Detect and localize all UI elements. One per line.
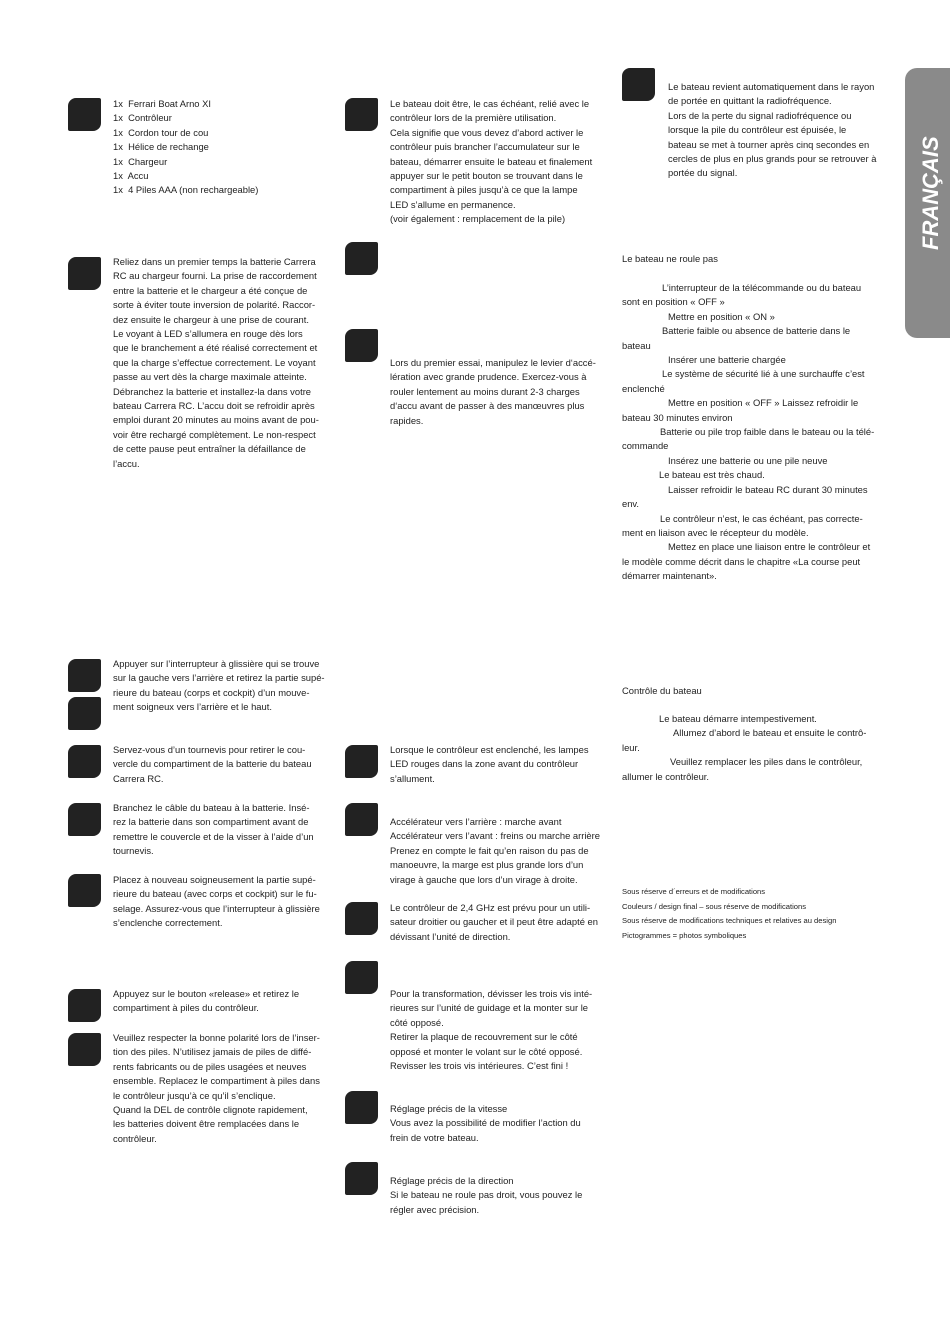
polarity-text: Veuillez respecter la bonne polarité lors de l’inser- tion des piles. N’utilisez jamais de piles de diffé- rents fabricants ou de piles usagées et neuves ensemble. Replacez le compartiment à piles dans le contrôleur jusqu’à ce qu’il s’enclique. Quand la DEL de contrôle clignote rapidement, les batteries doivent être remplacées dans le contrôleur. (113, 1032, 320, 1144)
step-marker (345, 745, 378, 778)
transformation-text: Pour la transformation, dévisser les trois vis inté- rieures sur l’unité de guidage et la monter sur le côté opposé. Retirer la plaque de recouvrement sur le côté opposé et monter le volant sur le côté opposé. Revisser les trois vis intérieures. C’est fini ! (390, 988, 593, 1072)
package-contents: 1x Ferrari Boat Arno XI 1x Contrôleur 1x Cordon tour de cou 1x Hélice de rechange 1x Chargeur 1x Accu 1x 4 Piles AAA (non rechargeable) (113, 98, 259, 196)
troubleshooting-list: L’interrupteur de la télécommande ou du bateau sont en position « OFF » Mettre en position « ON » Batterie faible ou absence de batterie dans le bateau Insérer une batterie chargée Le système de sécurité lié à une surchauffe c’est enclenché Mettre en position « OFF » Laissez refroidir le bateau 30 minutes environ Batterie ou pile trop faible dans le bateau ou la télé- commande Insérez une batterie ou une pile neuve Le bateau est très chaud. Laisser refroidir le bateau RC durant 30 minutes env. Le contrôleur n’est, le cas échéant, pas correcte- ment en liaison avec le récepteur du modèle. Mettez en place une liaison entre le contrôleur et le modèle comme décrit dans le chapitre «La course peut démarrer maintenant». (622, 282, 875, 582)
language-label: FRANÇAIS (918, 136, 943, 250)
step-marker (68, 257, 101, 290)
cable-text: Branchez le câble du bateau à la batterie. Insé- rez la batterie dans son compartiment avant de remettre le couvercle et de la visser à l’aide d’un tournevis. (113, 802, 314, 857)
step-marker (345, 1091, 378, 1124)
connect-text: Le bateau doit être, le cas échéant, relié avec le contrôleur lors de la première utilisation. Cela signifie que vous devez d’abord activer le contrôleur puis brancher l’accumulateur sur le bateau, démarrer ensuite le bateau et finalement appuyer sur le petit bouton se trouvant dans le compartiment à piles jusqu’à ce que la lampe LED s’allume en permanence. (voir également : remplacement de la pile) (390, 98, 593, 225)
range-text: Le bateau revient automatiquement dans le rayon de portée en quittant la radiofréquence. Lors de la perte du signal radiofréquence ou lorsque la pile du contrôleur est épuisée, le bateau se met à tourner après cinq secondes en cercles de plus en plus grands pour se retrouver à portée du signal. (668, 81, 877, 179)
step-marker (345, 803, 378, 836)
step-marker (345, 1162, 378, 1195)
step-marker (68, 98, 101, 131)
replace-body-text: Placez à nouveau soigneusement la partie supé- rieure du bateau (avec corps et cockpit) sur le fu- selage. Assurez-vous que l’interrupteur à glissière s’enclenche correctement. (113, 874, 320, 929)
step-marker (68, 659, 101, 692)
step-marker (345, 242, 378, 275)
steering-trim-text: Réglage précis de la direction Si le bateau ne roule pas droit, vous pouvez le régler avec précision. (390, 1175, 583, 1215)
step-marker (622, 68, 655, 101)
step-marker (68, 1033, 101, 1066)
first-trial-text: Lors du premier essai, manipulez le levier d‘accé- lération avec grande prudence. Exercez-vous à rouler lentement au moins durant 2-3 charges d‘accu avant de passer à des manœuvres plus rapides. (390, 357, 596, 426)
throttle-text: Accélérateur vers l’arrière : marche avant Accélérateur vers l’avant : freins ou marche arrière Prenez en compte le fait qu’en raison du pas de manoeuvre, la marge est plus grande lors d’un virage à gauche que lors d’un virage à droite. (390, 816, 600, 885)
step-marker (68, 697, 101, 730)
step-marker (345, 902, 378, 935)
legal-notes: Sous réserve d´erreurs et de modifications Couleurs / design final – sous réserve de modifications Sous réserve de modifications techniques et relatives au design Pictogrammes = photos symboliques (622, 887, 837, 940)
step-marker (345, 329, 378, 362)
speed-trim-text: Réglage précis de la vitesse Vous avez la possibilité de modifier l’action du frein de votre bateau. (390, 1103, 581, 1143)
step-marker (68, 803, 101, 836)
charging-text: Reliez dans un premier temps la batterie Carrera RC au chargeur fourni. La prise de raccordement entre la batterie et le chargeur a été conçue de sorte à éviter toute inversion de polarité. Raccor- dez ensuite le chargeur à une prise de courant. Le voyant à LED s’allumera en rouge dès lors que le branchement a été réalisé correctement et que la charge s’effectue correctement. Le voyant passe au vert dès la charge maximale atteinte. Débranchez la batterie et installez-la dans votre bateau Carrera RC. L’accu doit se refroidir après emploi durant 20 minutes au moins avant de pou- voir être rechargé complètement. Le non-respect de cette pause peut entraîner la défaillance de l’accu. (113, 256, 319, 469)
step-marker (68, 989, 101, 1022)
step-marker (345, 98, 378, 131)
screwdriver-text: Servez-vous d’un tournevis pour retirer le cou- vercle du compartiment de la batterie du bateau Carrera RC. (113, 744, 312, 784)
boat-control-title: Contrôle du bateau (622, 685, 702, 696)
switch-text: Appuyer sur l’interrupteur à glissière qui se trouve sur la gauche vers l’arrière et retirez la partie supé- rieure du bateau (corps et cockpit) d’un mouve- ment soigneux vers l’arrière et le haut. (113, 658, 325, 713)
troubleshooting-title: Le bateau ne roule pas (622, 253, 718, 264)
boat-control-list: Le bateau démarre intempestivement. Allumez d’abord le bateau et ensuite le contrô- leur. Veuillez remplacer les piles dans le contrôleur, allumer le contrôleur. (622, 713, 867, 782)
led-text: Lorsque le contrôleur est enclenché, les lampes LED rouges dans la zone avant du contrôleur s’allument. (390, 744, 589, 784)
handedness-text: Le contrôleur de 2,4 GHz est prévu pour un utili- sateur droitier ou gaucher et il peut être adapté en dévissant l’unité de direction. (390, 902, 598, 942)
step-marker (345, 961, 378, 994)
release-text: Appuyez sur le bouton «release» et retirez le compartiment à piles du contrôleur. (113, 988, 300, 1014)
step-marker (68, 745, 101, 778)
step-marker (68, 874, 101, 907)
